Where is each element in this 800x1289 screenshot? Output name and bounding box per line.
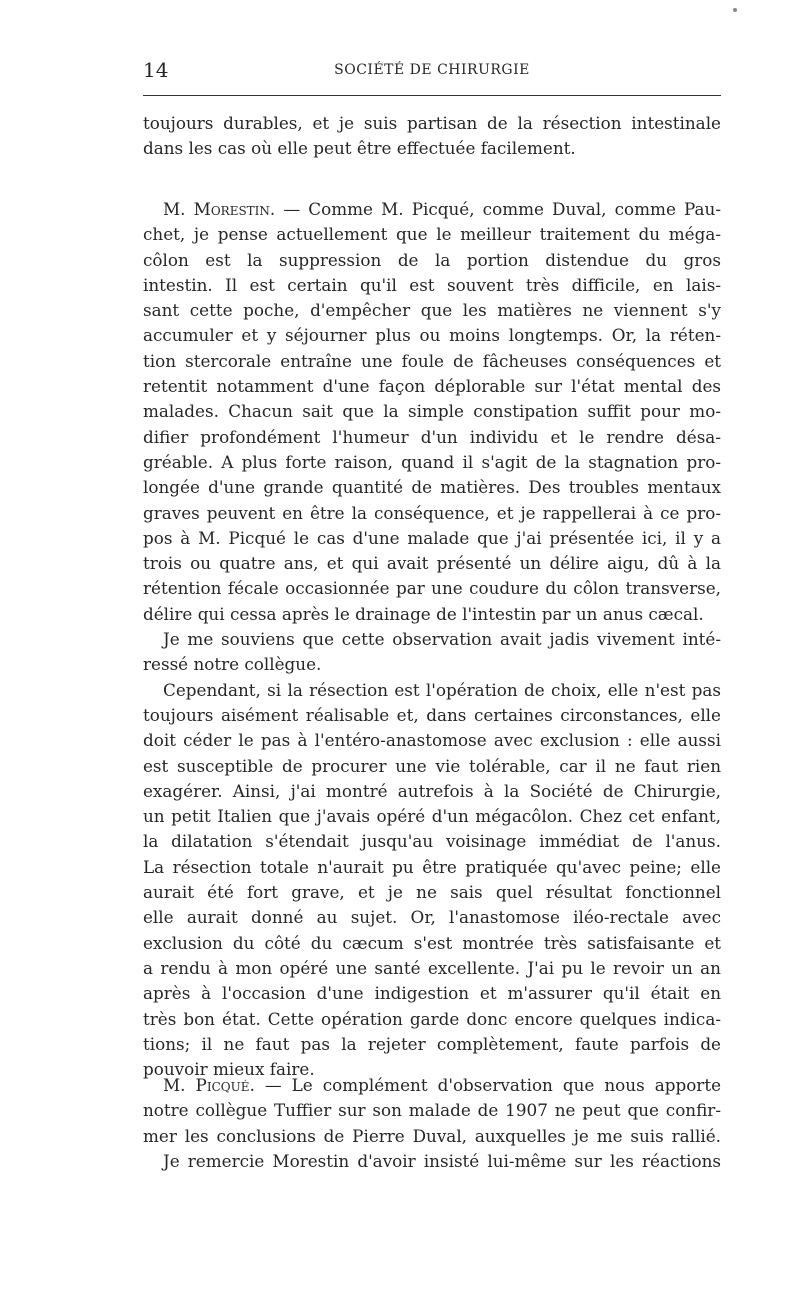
text-line: intestin. Il est certain qu'il est souvent très difficile, en lais- [143, 274, 721, 295]
text-line: ressé notre collègue. [143, 654, 322, 675]
text-line: malades. Chacun sait que la simple constipation suffit pour mo- [143, 401, 721, 422]
text-line: longée d'une grande quantité de matières. Des troubles mentaux [143, 477, 721, 498]
text-line: pos à M. Picqué le cas d'une malade que j'ai présentée ici, il y a [143, 527, 721, 548]
text-line: côlon est la suppression de la portion distendue du gros [143, 249, 721, 270]
text-line: Cependant, si la résection est l'opération de choix, elle n'est pas [163, 679, 721, 700]
text-line: gréable. A plus forte raison, quand il s'agit de la stagnation pro- [143, 451, 721, 472]
speaker-prefix: M. [163, 1075, 196, 1095]
text-line: la dilatation s'étendait jusqu'au voisinage immédiat de l'anus. [143, 831, 721, 852]
text-line: aurait été fort grave, et je ne sais quel résultat fonctionnel [143, 882, 721, 903]
morestin-remarks [143, 197, 721, 1082]
page-number: 14 [143, 58, 169, 82]
text-line: tion stercorale entraîne une foule de fâcheuses conséquences et [143, 350, 721, 371]
text-line [143, 197, 721, 222]
text-line: doit céder le pas à l'entéro-anastomose avec exclusion : elle aussi [143, 730, 721, 751]
text-line: délire qui cessa après le drainage de l'intestin par un anus cæcal. [143, 603, 704, 624]
margin-speck [733, 8, 737, 12]
text-line: mer les conclusions de Pierre Duval, auxquelles je me suis rallié. [143, 1125, 721, 1146]
text-line: sant cette poche, d'empêcher que les matières ne viennent s'y [143, 300, 721, 321]
text-line: dans les cas où elle peut être effectuée facilement. [143, 138, 576, 159]
text-line: rétention fécale occasionnée par une coudure du côlon transverse, [143, 578, 721, 599]
text-line: Je me souviens que cette observation avait jadis vivement inté- [163, 629, 721, 650]
speaker-name: Morestin. [193, 199, 276, 219]
speaker-prefix: M. [163, 199, 194, 219]
text-line: toujours aisément réalisable et, dans certaines circonstances, elle [143, 704, 721, 725]
text-line: toujours durables, et je suis partisan de la résection intestinale [143, 113, 721, 133]
text-line [143, 1073, 721, 1098]
continuation-paragraph [143, 111, 721, 162]
text-line: pouvoir mieux faire. [143, 1059, 315, 1080]
text-line: elle aurait donné au sujet. Or, l'anastomose iléo-rectale avec [143, 907, 721, 928]
text-line: exclusion du côté du cæcum s'est montrée très satisfaisante et [143, 932, 721, 953]
speaker-name: Picqué. [195, 1075, 255, 1095]
text-line: retentit notamment d'une façon déplorable sur l'état mental des [143, 376, 721, 397]
text-line: tions; il ne faut pas la rejeter complètement, faute parfois de [143, 1033, 721, 1054]
text-line: difier profondément l'humeur d'un individu et le rendre désa- [143, 426, 721, 447]
text-line: Je remercie Morestin d'avoir insisté lui-même sur les réactions [163, 1150, 721, 1171]
text-line: est susceptible de procurer une vie tolérable, car il ne faut rien [143, 755, 721, 776]
line-rest: — Le complément d'observation que nous apporte [254, 1075, 721, 1095]
picque-remarks [143, 1073, 721, 1174]
text-line: accumuler et y séjourner plus ou moins longtemps. Or, la réten- [143, 325, 721, 346]
text-line: très bon état. Cette opération garde donc encore quelques indica- [143, 1008, 721, 1029]
text-line: chet, je pense actuellement que le meilleur traitement du méga- [143, 224, 721, 245]
text-line: La résection totale n'aurait pu être pratiquée qu'avec peine; elle [143, 856, 721, 877]
line-rest: — Comme M. Picqué, comme Duval, comme Pau- [275, 199, 721, 219]
running-title: SOCIÉTÉ DE CHIRURGIE [334, 62, 530, 78]
text-line: trois ou quatre ans, et qui avait présenté un délire aigu, dû à la [143, 553, 721, 574]
header-rule [143, 95, 721, 96]
text-line: graves peuvent en être la conséquence, et je rappellerai à ce pro- [143, 502, 721, 523]
text-line: a rendu à mon opéré une santé excellente. J'ai pu le revoir un an [143, 957, 721, 978]
text-line: notre collègue Tuffier sur son malade de 1907 ne peut que confir- [143, 1100, 721, 1121]
page-header [143, 58, 721, 82]
text-line: après à l'occasion d'une indigestion et m'assurer qu'il était en [143, 983, 721, 1004]
text-line: exagérer. Ainsi, j'ai montré autrefois à la Société de Chirurgie, [143, 780, 721, 801]
text-line: un petit Italien que j'avais opéré d'un mégacôlon. Chez cet enfant, [143, 806, 721, 827]
